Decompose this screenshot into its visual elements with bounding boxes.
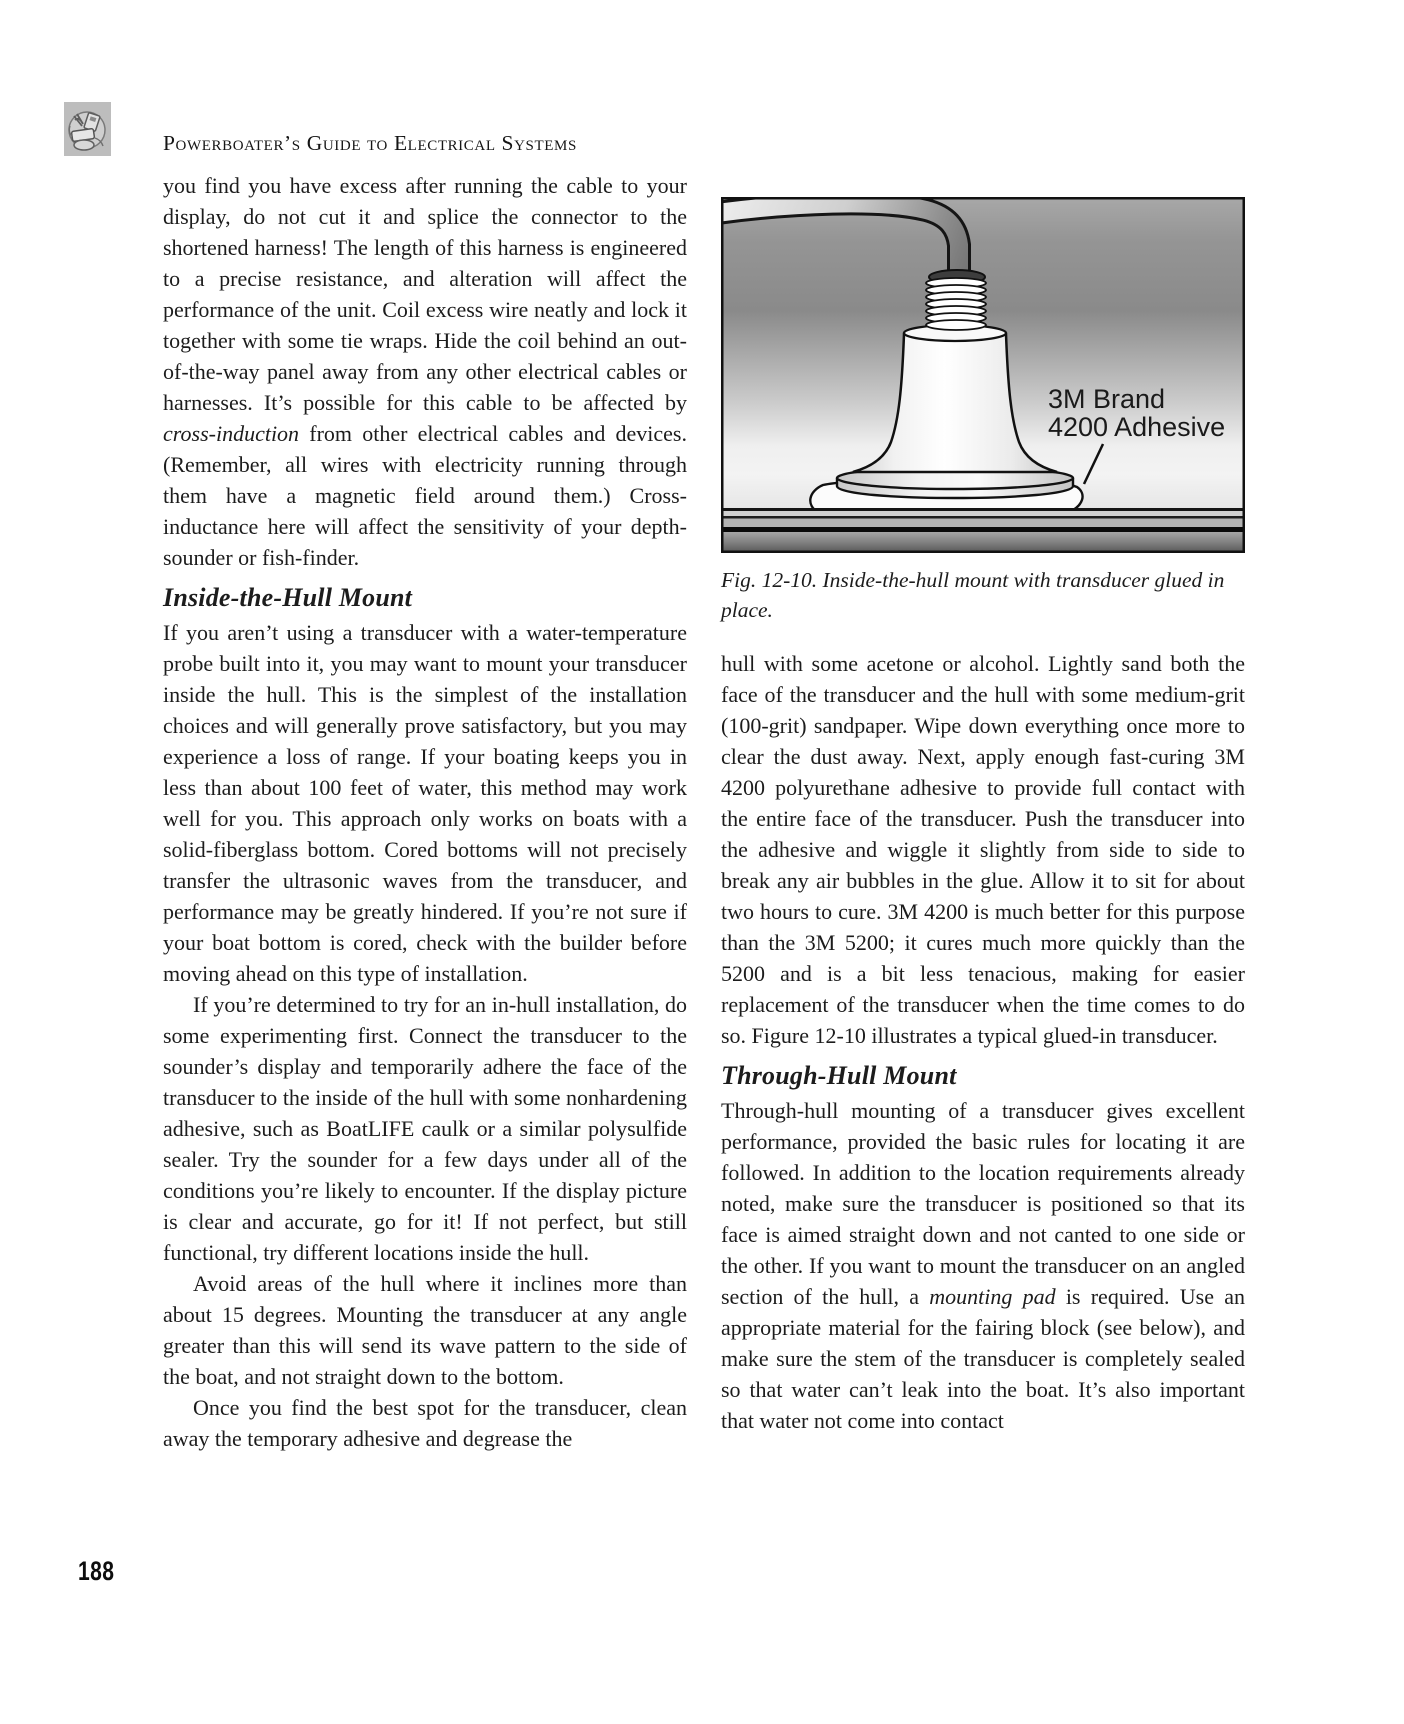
page-number: 188 [78,1556,115,1586]
running-header: Powerboater’s Guide to Electrical Systems [163,131,577,155]
figure-12-10-illustration [721,197,1245,553]
paragraph-cable-excess [163,170,687,573]
hull-layers [721,508,1245,553]
section-heading-inside-the-hull-mount: Inside-the-Hull Mount [163,583,413,612]
section-heading-through-hull-mount: Through-Hull Mount [721,1061,957,1090]
right-column [721,197,1245,1436]
paragraph-avoid-incline: Avoid areas of the hull where it inclines more than about 15 degrees. Mounting the transducer at any angle greater than this will send its wave pattern to the side of the boat, and not straight down to the bottom. [163,1271,687,1389]
figure-caption: Fig. 12-10. Inside-the-hull mount with transducer glued in place. [721,568,1225,622]
paragraph-text: you find you have excess after running the cable to your display, do not cut it and splice the connector to the shortened harness! The length of this harness is engineered to a precise resistance, and alteration will affect the performance of the unit. Coil excess wire neatly and lock it together with some tie wraps. Hide the coil behind an out-of-the-way panel away from any other electrical cables or harnesses. It’s possible for this cable to be affected by [163,173,687,415]
left-column [163,170,687,1454]
right-column-text [721,648,1245,1436]
paragraph-experiment-first: If you’re determined to try for an in-hull installation, do some experimenting first. Connect the transducer to the sounder’s display and temporarily adhere the face of the transducer to the inside of the hull with some nonhardening adhesive, such as BoatLIFE caulk or a similar polysulfide sealer. Try the sounder for a few days under all of the conditions you’re likely to encounter. If the display picture is clear and accurate, go for it! If not perfect, but still functional, try different locations inside the hull. [163,992,687,1265]
paragraph-best-spot: Once you find the best spot for the transducer, clean away the temporary adhesive and degrease the [163,1395,687,1451]
paragraph-glue-procedure: hull with some acetone or alcohol. Lightly sand both the face of the transducer and the hull with some medium-grit (100-grit) sandpaper. Wipe down everything once more to clear the dust away. Next, apply enough fast-curing 3M 4200 polyurethane adhesive to provide full contact with the entire face of the transducer. Push the transducer into the adhesive and wiggle it slightly from side to side to break any air bubbles in the glue. Allow it to sit for about two hours to cure. 3M 4200 is much better for this purpose than the 3M 5200; it cures much more quickly than the 5200 and is a bit less tenacious, making for easier replacement of the transducer when the time comes to do so. Figure 12-10 illustrates a typical glued-in transducer. [721,651,1245,1048]
figure-label-4200-adhesive: 4200 Adhesive [1048,412,1226,442]
figure-label-3m-brand: 3M Brand [1048,384,1166,414]
italic-term-cross-induction: cross-induction [163,421,300,446]
paragraph-through-hull-intro [721,1095,1245,1436]
chapter-ornament-icon [64,102,111,156]
italic-term-mounting-pad: mounting pad [929,1284,1056,1309]
paragraph-text: is required. Use an appropriate material for the fairing block (see below), and make sure the stem of the transducer is completely sealed so that water can’t leak into the boat. It’s also important that water not come into contact [721,1284,1245,1433]
threaded-stem-icon [926,270,986,330]
paragraph-inhull-intro: If you aren’t using a transducer with a water-temperature probe built into it, you may want to mount your transducer inside the hull. This is the simplest of the installation choices and will generally prove satisfactory, but you may experience a loss of range. If your boating keeps you in less than about 100 feet of water, this method may work well for you. This approach only works on boats with a solid-fiberglass bottom. Cored bottoms will not precisely transfer the ultrasonic waves from the transducer, and performance may be greatly hindered. If you’re not sure if your boat bottom is cored, check with the builder before moving ahead on this type of installation. [163,620,687,986]
paragraph-text: Through-hull mounting of a transducer gives excellent performance, provided the basic rules for locating it are followed. In addition to the location requirements already noted, make sure the transducer is positioned so that its face is aimed straight down and not canted to one side or the other. If you want to mount the transducer on an angled section of the hull, a [721,1098,1245,1309]
paragraph-text: from other electrical cables and devices. (Remember, all wires with electricity running through them have a magnetic field around them.) Cross-inductance here will affect the sensitivity of your depth-sounder or fish-finder. [163,421,687,570]
